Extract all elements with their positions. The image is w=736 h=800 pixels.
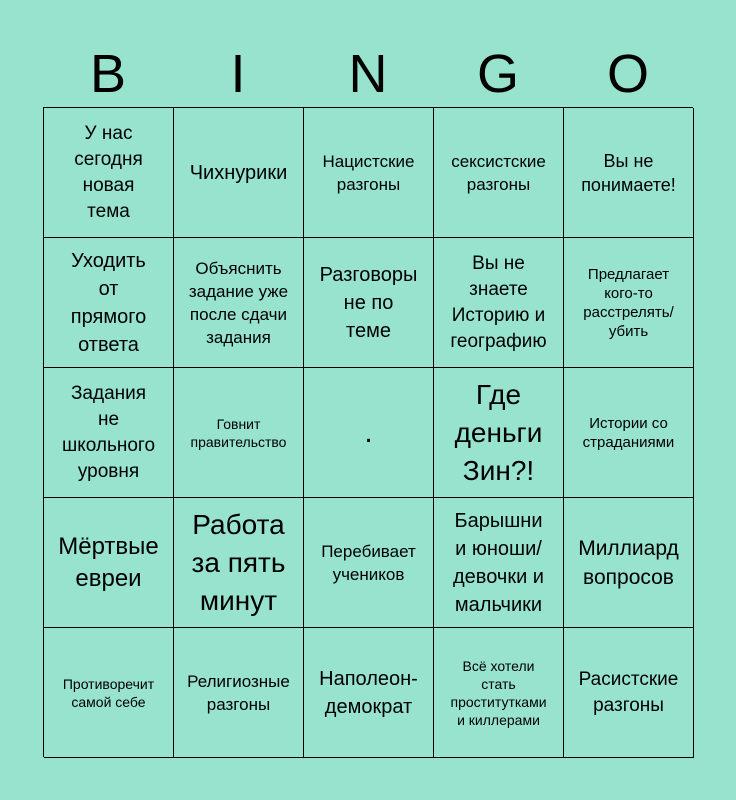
bingo-cell-r1-c0[interactable]	[44, 238, 174, 368]
cell-text: Где деньги Зин?!	[454, 378, 543, 486]
bingo-cell-r1-c2[interactable]	[304, 238, 434, 368]
bingo-cell-r4-c3[interactable]	[434, 628, 564, 758]
cell-text: Перебивает учеников	[321, 541, 416, 584]
cell-text: Вы не знаете Историю и географию	[450, 252, 547, 352]
cell-text: Нацистские разгоны	[322, 151, 415, 194]
cell-text: Истории со страданиями	[582, 414, 675, 451]
cell-text: Расистские разгоны	[578, 668, 679, 716]
cell-text: Барышни и юноши/ девочки и мальчики	[453, 509, 544, 616]
bingo-cell-r4-c2[interactable]	[304, 628, 434, 758]
bingo-cell-r2-c0[interactable]	[44, 368, 174, 498]
bingo-cell-r2-c1[interactable]	[174, 368, 304, 498]
header-letter-b: B	[89, 44, 127, 104]
bingo-cell-r1-c4[interactable]	[564, 238, 694, 368]
cell-text: Говнит правительство	[190, 415, 287, 450]
bingo-cell-r1-c3[interactable]	[434, 238, 564, 368]
bingo-board	[43, 107, 693, 757]
cell-text: Миллиард вопросов	[578, 536, 679, 589]
cell-text: Объяснить задание уже после сдачи задания	[188, 258, 289, 347]
cell-text: Всё хотели стать проститутками и киллерами	[450, 657, 547, 728]
bingo-cell-r3-c2[interactable]	[304, 498, 434, 628]
cell-text: Задания не школьного уровня	[61, 382, 156, 482]
cell-text: Чихнурики	[189, 161, 288, 184]
header-letter-i: I	[230, 44, 246, 104]
bingo-cell-r4-c0[interactable]	[44, 628, 174, 758]
bingo-cell-r0-c3[interactable]	[434, 108, 564, 238]
cell-text: сексистские разгоны	[451, 151, 546, 194]
bingo-cell-r0-c2[interactable]	[304, 108, 434, 238]
bingo-cell-r3-c4[interactable]	[564, 498, 694, 628]
cell-text: Вы не понимаете!	[581, 150, 676, 195]
cell-text: Мёртвые евреи	[58, 532, 159, 592]
cell-text: Предлагает кого-то расстрелять/ убить	[583, 265, 674, 340]
bingo-cell-r3-c3[interactable]	[434, 498, 564, 628]
header-letter-n: N	[348, 44, 388, 104]
bingo-cell-r2-c4[interactable]	[564, 368, 694, 498]
cell-text: Противоречит самой себе	[62, 675, 155, 710]
cell-text: У нас сегодня новая тема	[74, 122, 143, 222]
bingo-cell-r4-c1[interactable]	[174, 628, 304, 758]
cell-text: Разговоры не по теме	[319, 263, 418, 342]
bingo-header	[43, 42, 693, 106]
bingo-cell-r4-c4[interactable]	[564, 628, 694, 758]
bingo-cell-r3-c1[interactable]	[174, 498, 304, 628]
bingo-cell-r0-c0[interactable]	[44, 108, 174, 238]
bingo-cell-r2-c2[interactable]	[304, 368, 434, 498]
cell-text: Религиозные разгоны	[187, 671, 290, 714]
header-letter-o: O	[606, 44, 649, 104]
header-letter-g: G	[476, 44, 519, 104]
bingo-cell-r1-c1[interactable]	[174, 238, 304, 368]
cell-text: Уходить от прямого ответа	[70, 249, 147, 356]
bingo-cell-r0-c1[interactable]	[174, 108, 304, 238]
cell-text: Наполеон- демократ	[319, 667, 418, 718]
cell-text: Работа за пять минут	[191, 508, 286, 616]
bingo-cell-r0-c4[interactable]	[564, 108, 694, 238]
cell-text: .	[364, 416, 373, 449]
bingo-cell-r2-c3[interactable]	[434, 368, 564, 498]
bingo-cell-r3-c0[interactable]	[44, 498, 174, 628]
